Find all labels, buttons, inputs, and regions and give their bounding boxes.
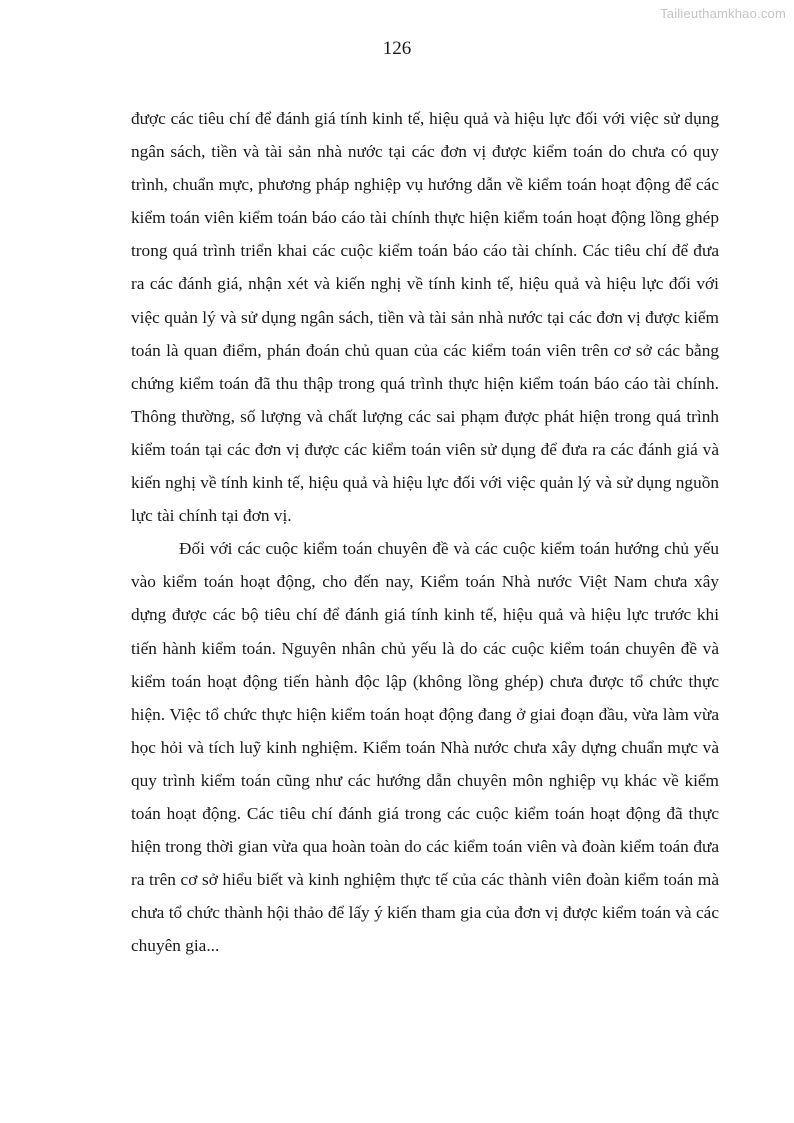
watermark-text: Tailieuthamkhao.com [660,6,786,21]
page-number: 126 [382,38,412,59]
body-text [131,102,719,962]
paragraph-1: được các tiêu chí để đánh giá tính kinh tế, hiệu quả và hiệu lực đối với việc sử dụng ngân sách, tiền và tài sản nhà nước tại các đơn vị được kiểm toán do chưa có quy trình, chuẩn mực, phương pháp nghiệp vụ hướng dẫn về kiểm toán hoạt động để các kiểm toán viên kiểm toán báo cáo tài chính thực hiện kiểm toán hoạt động lồng ghép trong quá trình triển khai các cuộc kiểm toán báo cáo tài chính. Các tiêu chí để đưa ra các đánh giá, nhận xét và kiến nghị về tính kinh tế, hiệu quả và hiệu lực đối với việc quản lý và sử dụng ngân sách, tiền và tài sản nhà nước tại các đơn vị được kiểm toán là quan điểm, phán đoán chủ quan của các kiểm toán viên trên cơ sở các bằng chứng kiểm toán đã thu thập trong quá trình thực hiện kiểm toán báo cáo tài chính. Thông thường, số lượng và chất lượng các sai phạm được phát hiện trong quá trình kiểm toán tại các đơn vị được các kiểm toán viên sử dụng để đưa ra các đánh giá và kiến nghị về tính kinh tế, hiệu quả và hiệu lực đối với việc quản lý và sử dụng nguồn lực tài chính tại đơn vị. [131,109,719,526]
paragraph-2: Đối với các cuộc kiểm toán chuyên đề và các cuộc kiểm toán hướng chủ yếu vào kiểm toán hoạt động, cho đến nay, Kiểm toán Nhà nước Việt Nam chưa xây dựng được các bộ tiêu chí để đánh giá tính kinh tế, hiệu quả và hiệu lực trước khi tiến hành kiểm toán. Nguyên nhân chủ yếu là do các cuộc kiểm toán chuyên đề và kiểm toán hoạt động tiến hành độc lập (không lồng ghép) chưa được tổ chức thực hiện. Việc tổ chức thực hiện kiểm toán hoạt động đang ở giai đoạn đầu, vừa làm vừa học hỏi và tích luỹ kinh nghiệm. Kiểm toán Nhà nước chưa xây dựng chuẩn mực và quy trình kiểm toán cũng như các hướng dẫn chuyên môn nghiệp vụ khác về kiểm toán hoạt động. Các tiêu chí đánh giá trong các cuộc kiểm toán hoạt động đã thực hiện trong thời gian vừa qua hoàn toàn do các kiểm toán viên và đoàn kiểm toán đưa ra trên cơ sở hiểu biết và kinh nghiệm thực tế của các thành viên đoàn kiểm toán mà chưa tổ chức thành hội thảo để lấy ý kiến tham gia của đơn vị được kiểm toán và các chuyên gia... [131,539,719,956]
